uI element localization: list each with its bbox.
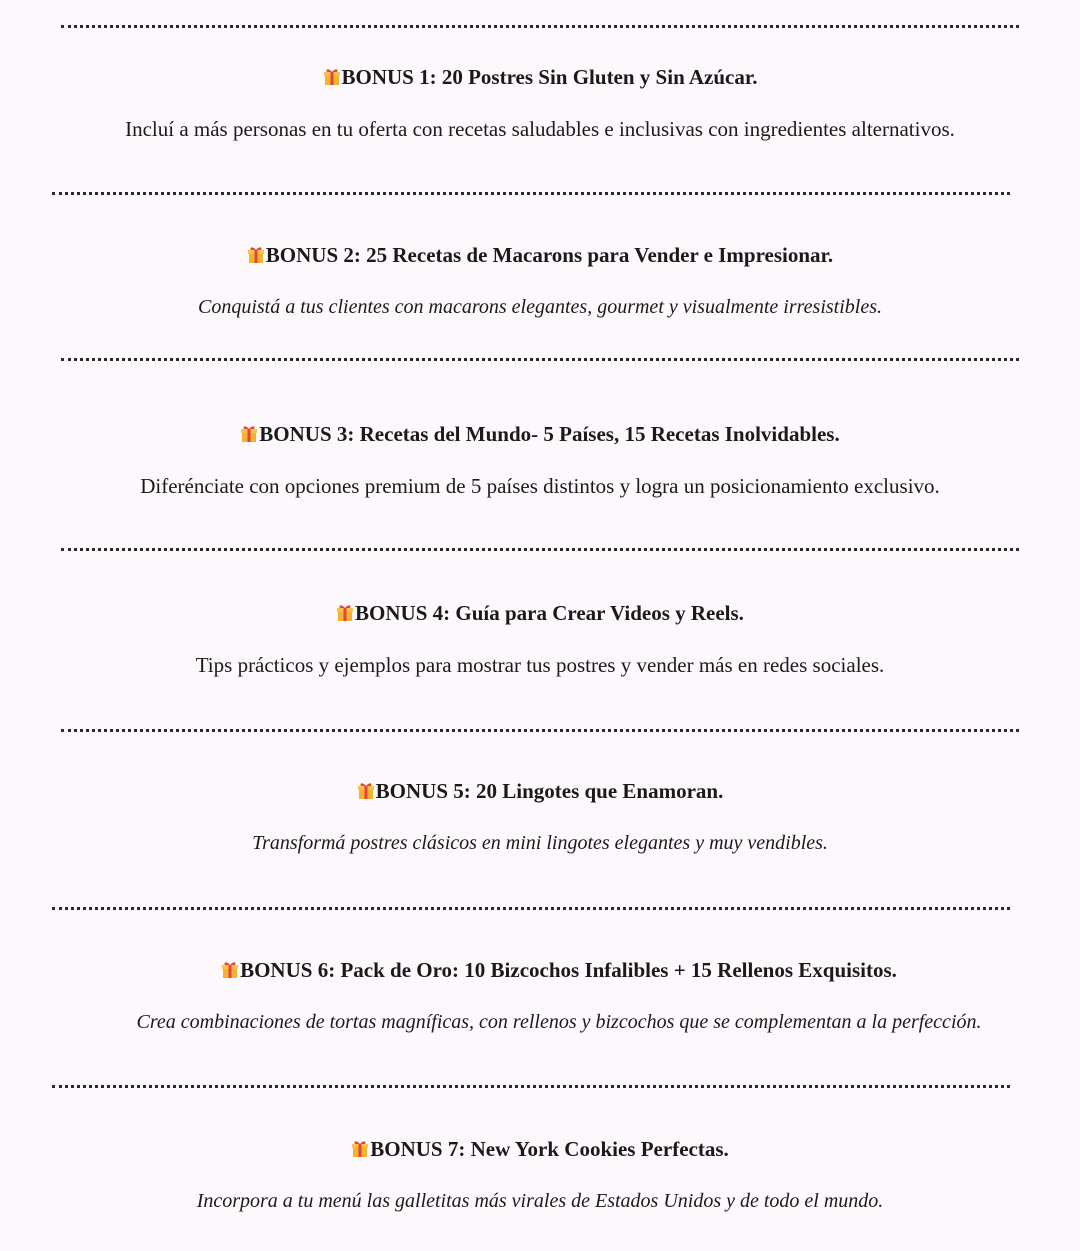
bonus-3-title-text: BONUS 3: Recetas del Mundo- 5 Países, 15 Recetas Inolvidables. [259,422,840,446]
gift-icon [221,961,239,979]
bonus-7-title-text: BONUS 7: New York Cookies Perfectas. [370,1137,729,1161]
dotted-divider [61,729,1019,732]
bonus-5-title-text: BONUS 5: 20 Lingotes que Enamoran. [375,779,724,803]
gift-icon [240,425,258,443]
bonus-7-description: Incorpora a tu menú las galletitas más virales de Estados Unidos y de todo el mundo. [196,1190,884,1212]
dotted-divider [52,192,1010,195]
bonus-3-description: Diferénciate con opciones premium de 5 países distintos y logra un posicionamiento exclusivo. [140,474,940,498]
dotted-divider [61,358,1019,361]
gift-icon [336,604,354,622]
bonus-2-title-text: BONUS 2: 25 Recetas de Macarons para Vender e Impresionar. [265,243,834,267]
gift-icon [247,246,265,264]
dotted-divider [52,1085,1010,1088]
gift-icon [357,782,375,800]
bonus-1-title-text: BONUS 1: 20 Postres Sin Gluten y Sin Azúcar. [341,65,758,89]
gift-icon [351,1140,369,1158]
bonus-1-title [0,64,1080,90]
bonus-4-description: Tips prácticos y ejemplos para mostrar tus postres y vender más en redes sociales. [195,653,885,677]
dotted-divider [52,907,1010,910]
gift-icon [323,68,341,86]
bonus-7-title [0,1136,1080,1162]
bonus-3-title [0,421,1080,447]
bonus-5-title [0,778,1080,804]
bonus-2-description: Conquistá a tus clientes con macarons elegantes, gourmet y visualmente irresistibles. [198,296,882,318]
bonus-5-description: Transformá postres clásicos en mini lingotes elegantes y muy vendibles. [252,832,828,854]
bonus-2-title [0,242,1080,268]
bonus-6-description: Crea combinaciones de tortas magníficas, con rellenos y bizcochos que se complementan a la perfección. [136,1011,982,1033]
bonus-4-title [0,600,1080,626]
bonus-1-description: Incluí a más personas en tu oferta con recetas saludables e inclusivas con ingredientes alternativos. [125,117,955,141]
bonus-4-title-text: BONUS 4: Guía para Crear Videos y Reels. [355,601,744,625]
dotted-divider [61,548,1019,551]
bonus-6-title-text: BONUS 6: Pack de Oro: 10 Bizcochos Infalibles + 15 Rellenos Exquisitos. [240,958,897,982]
dotted-divider [61,25,1019,28]
bonus-6-title [19,957,1080,983]
